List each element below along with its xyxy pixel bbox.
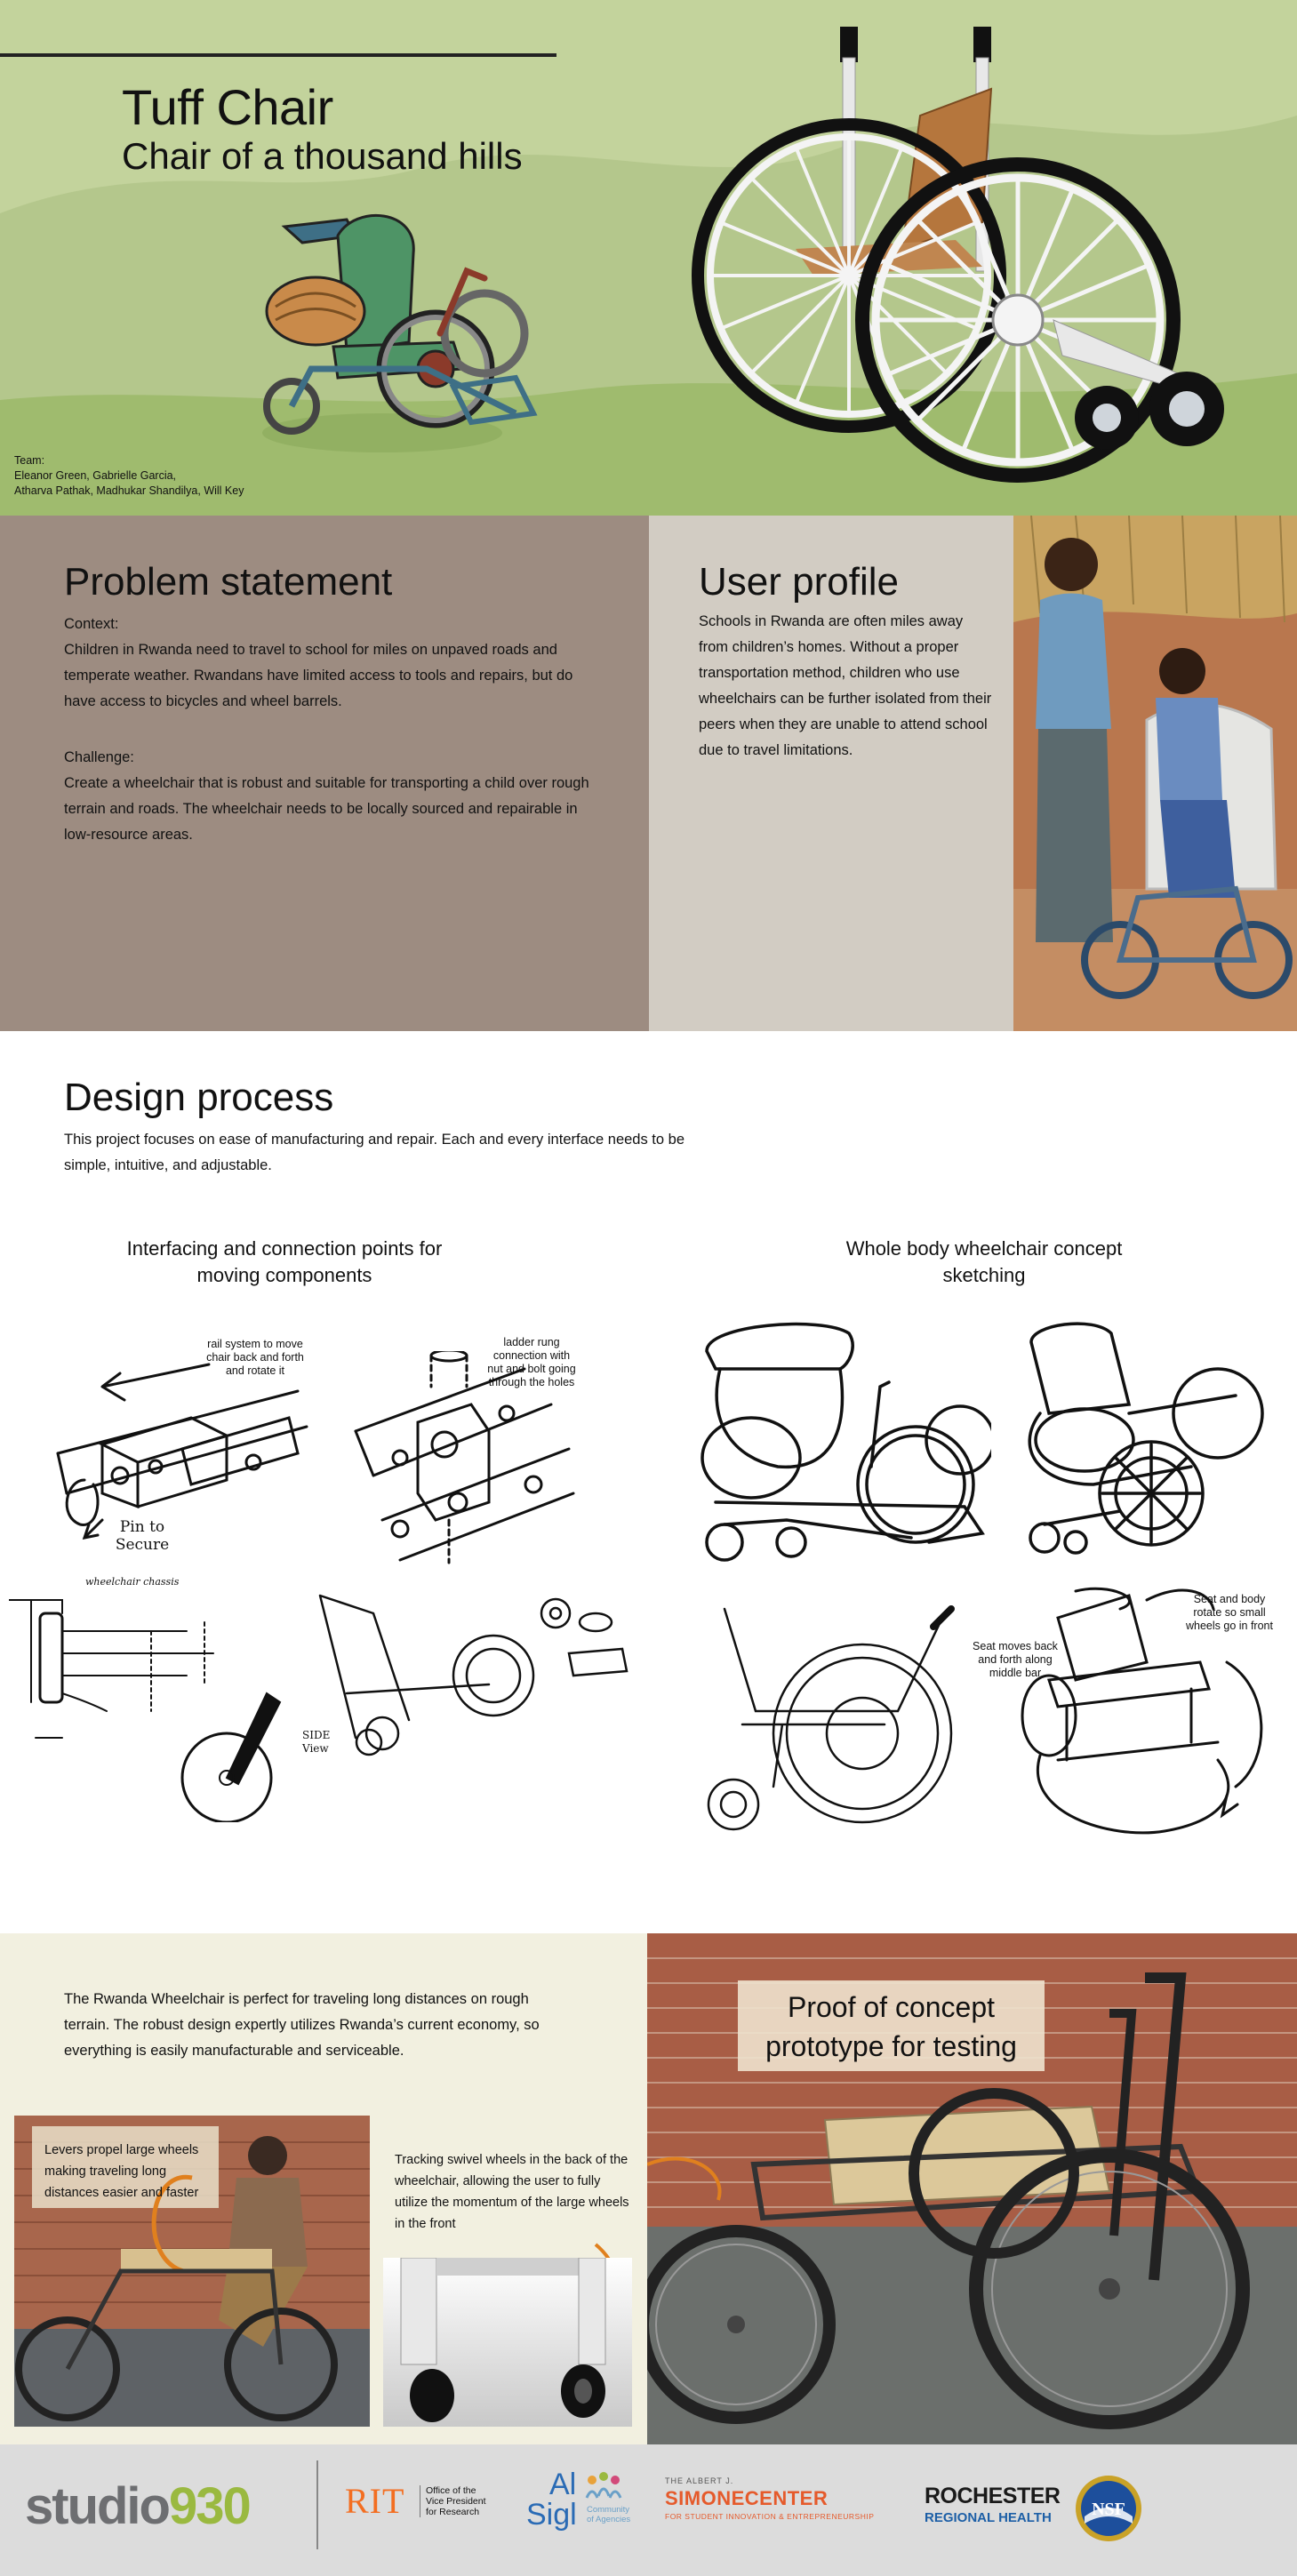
chassis-annotation: wheelchair chassis [85,1576,180,1588]
pin-annotation-line-2: Secure [115,1536,170,1554]
rail-annotation-line-2: chair back and forth [206,1351,304,1364]
interfacing-column-title [89,1236,480,1289]
seat-moves-line-2: and forth along [978,1653,1053,1666]
design-process-intro: This project focuses on ease of manufacturing and repair. Each and every interface needs to be simple, intuitive, and adjustable. [64,1132,685,1173]
rochester-regional-health-logo: ROCHESTER [925,2484,1061,2508]
team-members-line-1: Eleanor Green, Gabrielle Garcia, [14,469,177,482]
al-sigl-subtitle [587,2505,630,2524]
ladder-annotation-line-4: through the holes [488,1376,575,1388]
page-subtitle: Chair of a thousand hills [122,135,523,177]
al-sigl-line-1: Al [549,2468,577,2501]
ladder-annotation-line-3: nut and bolt going [487,1363,576,1375]
rail-annotation-line-1: rail system to move [207,1338,303,1350]
context-text: Children in Rwanda need to travel to school for miles on unpaved roads and temperate weather. Rwandans have limited access to tools and repairs, but do have access to bicycles and wheel barrels. [64,642,573,709]
side-view-line-2: View [302,1742,329,1755]
prototype-description: The Rwanda Wheelchair is perfect for traveling long distances on rough terrain. The robust design expertly utilizes Rwanda’s current economy, so everything is easily manufacturable and serviceable. [64,1991,540,2059]
studio930-logo [25,2476,250,2536]
side-view-line-1: SIDE [302,1729,331,1741]
prototype-title-line-1: Proof of concept [787,1991,996,2023]
rochester-regional-health-subtitle: REGIONAL HEALTH [925,2510,1052,2525]
design-process-heading: Design process [64,1076,334,1119]
swivel-wheel-render [383,2258,632,2427]
wheelchair-3d-render [680,18,1249,507]
context-label: Context: [64,616,119,632]
al-sigl-logo [526,2469,577,2530]
seat-moves-line-3: middle bar [989,1667,1042,1679]
simone-center-prefix: THE ALBERT J. [665,2476,734,2485]
concept-sketch-rocker [698,1316,991,1569]
user-profile-photo [1013,516,1297,1031]
team-members-line-2: Atharva Pathak, Madhukar Shandilya, Will Key [14,484,244,497]
side-view-sketch [302,1587,649,1782]
user-profile-text: Schools in Rwanda are often miles away from children’s homes. Without a proper transportation method, children who use wheelchairs can be further isolated from their peers when they are unable to attend school due to travel limitations. [699,613,992,758]
ladder-rung-annotation [469,1336,594,1389]
team-credits [14,453,244,499]
pin-annotation-line-1: Pin to [119,1518,165,1536]
al-sigl-sub-line-1: Community [587,2505,630,2515]
rit-sub-line-2: Vice President [426,2496,486,2507]
challenge-label: Challenge: [64,749,134,765]
page-title: Tuff Chair [122,79,333,135]
concept-sketch-levers [693,1600,987,1836]
seat-moves-annotation [962,1640,1069,1680]
concept-sketch-basket [1013,1316,1280,1564]
studio930-logo-number: 930 [168,2477,250,2535]
seat-rotate-annotation [1172,1593,1287,1633]
rit-logo: RIT [345,2481,405,2521]
interfacing-title-line-2: moving components [196,1264,372,1286]
nsf-seal-logo [1074,2474,1143,2543]
wheelchair-sketch-illustration [249,200,551,476]
ladder-annotation-line-2: connection with [492,1349,571,1362]
problem-statement-section [0,516,649,1031]
hero-title-rule [0,53,556,57]
concept-sketch-column-title [789,1236,1180,1289]
rail-annotation-line-3: and rotate it [225,1364,284,1377]
concept-title-line-2: sketching [942,1264,1026,1286]
swivel-wheels-caption: Tracking swivel wheels in the back of the wheelchair, allowing the user to fully utilize the momentum of the large wheels in the front [395,2153,629,2231]
rail-system-annotation [188,1338,322,1378]
concept-title-line-1: Whole body wheelchair concept [845,1237,1123,1260]
ladder-annotation-line-1: ladder rung [503,1336,560,1348]
problem-heading: Problem statement [64,560,393,604]
seat-rotate-line-1: Seat and body [1193,1593,1266,1605]
al-sigl-people-icon [583,2471,624,2503]
seat-rotate-line-3: wheels go in front [1186,1620,1273,1632]
prototype-title-line-2: prototype for testing [765,2030,1017,2062]
levers-caption: Levers propel large wheels making traveling long distances easier and faster [44,2143,199,2200]
pin-to-secure-annotation [107,1518,178,1554]
prototype-title [738,1980,1045,2066]
nsf-seal-text: NSF [1092,2500,1125,2519]
challenge-text: Create a wheelchair that is robust and suitable for transporting a child over rough terrain and roads. The wheelchair needs to be locally sourced and repairable in low-resource areas. [64,775,589,843]
seat-rotate-line-2: rotate so small [1193,1606,1266,1619]
rit-sub-line-3: for Research [426,2507,480,2517]
studio930-logo-word: studio [25,2477,169,2535]
al-sigl-line-2: Sigl [526,2498,577,2532]
team-label: Team: [14,454,45,467]
chassis-dimension-sketch [9,1578,298,1822]
hero-banner [0,0,1297,516]
rit-research-office [420,2485,486,2517]
user-profile-section [649,516,1013,1031]
user-profile-heading: User profile [699,560,899,604]
seat-moves-line-1: Seat moves back [973,1640,1058,1652]
footer-divider [316,2460,318,2549]
interfacing-title-line-1: Interfacing and connection points for [126,1237,443,1260]
simone-center-subtitle: FOR STUDENT INNOVATION & ENTREPRENEURSHIP [665,2512,875,2521]
simone-center-logo: SIMONECENTER [665,2487,829,2509]
al-sigl-sub-line-2: of Agencies [587,2515,631,2524]
rit-sub-line-1: Office of the [426,2485,476,2496]
side-view-annotation [302,1729,347,1756]
